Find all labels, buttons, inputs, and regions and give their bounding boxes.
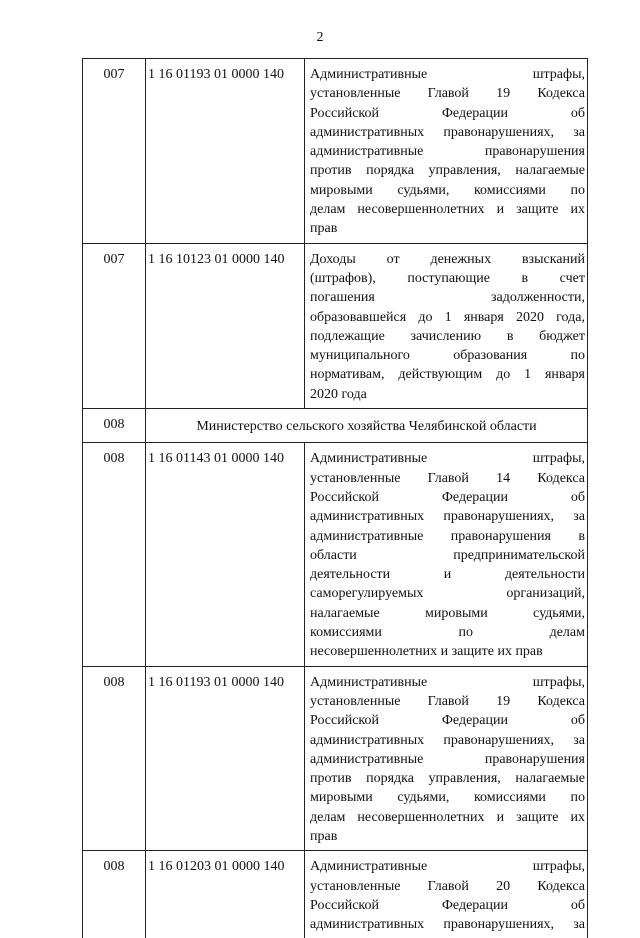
table-row <box>83 851 588 938</box>
budget-code-cell: 1 16 10123 01 0000 140 <box>146 243 305 408</box>
description-line: мировыми судьями, комиссиями по <box>310 182 585 198</box>
description-line: Российской Федерации об <box>310 105 585 121</box>
table-row <box>83 243 588 408</box>
admin-code-cell: 007 <box>83 243 146 408</box>
revenue-codes-table <box>82 58 588 938</box>
description-line: административные правонарушения <box>310 144 585 160</box>
table-row <box>83 666 588 851</box>
description-cell <box>305 851 588 938</box>
table-row <box>83 443 588 666</box>
description-cell <box>305 243 588 408</box>
description-line: против порядка управления, налагаемые <box>310 771 585 787</box>
description-line: Российской Федерации об <box>310 897 585 913</box>
description-line: установленные Главой 19 Кодекса <box>310 693 585 709</box>
admin-code-cell: 008 <box>83 409 146 443</box>
page-number: 2 <box>316 30 324 45</box>
description-line: установленные Главой 20 Кодекса <box>310 878 585 894</box>
description-line: прав <box>310 221 338 237</box>
description-line: Административные штрафы, <box>310 67 585 82</box>
description-line: Административные штрафы, <box>310 451 585 467</box>
description-line: Доходы от денежных взысканий <box>310 251 585 267</box>
description-line: прав <box>310 828 338 844</box>
description-line: административных правонарушениях, за <box>310 732 585 748</box>
budget-code-cell: 1 16 01193 01 0000 140 <box>146 666 305 851</box>
admin-code-cell: 008 <box>83 443 146 666</box>
description-line: налагаемые мировыми судьями, <box>310 605 585 621</box>
admin-code-cell: 008 <box>83 666 146 851</box>
description-line: административных правонарушениях, за <box>310 124 585 140</box>
description-line: деятельности и деятельности <box>310 567 585 583</box>
description-line: мировыми судьями, комиссиями по <box>310 790 585 806</box>
description-line: Российской Федерации об <box>310 489 585 505</box>
description-cell <box>305 59 588 244</box>
admin-code-cell: 007 <box>83 59 146 244</box>
ministry-title: Министерство сельского хозяйства Челябинской области <box>146 409 588 443</box>
description-line: 2020 года <box>310 386 367 402</box>
description-line: делам несовершеннолетних и защите их <box>310 809 585 825</box>
description-line: Административные штрафы, <box>310 859 585 875</box>
description-line: против порядка управления, налагаемые <box>310 163 585 179</box>
description-line: Российской Федерации об <box>310 713 585 729</box>
description-line: административные правонарушения в <box>310 528 585 544</box>
budget-code-cell: 1 16 01143 01 0000 140 <box>146 443 305 666</box>
description-line: Административные штрафы, <box>310 674 585 690</box>
description-line: административных правонарушениях, за <box>310 509 585 525</box>
description-line: комиссиями по делам <box>310 625 585 641</box>
description-line: области предпринимательской <box>310 547 585 563</box>
description-line: нормативам, действующим до 1 января <box>310 367 585 383</box>
description-cell <box>305 666 588 851</box>
description-line: муниципального образования по <box>310 348 585 364</box>
budget-code-cell: 1 16 01193 01 0000 140 <box>146 59 305 244</box>
description-line: установленные Главой 14 Кодекса <box>310 470 585 486</box>
table-row <box>83 59 588 244</box>
description-line: погашения задолженности, <box>310 290 585 306</box>
ministry-row <box>83 409 588 443</box>
description-line: делам несовершеннолетних и защите их <box>310 202 585 218</box>
admin-code-cell: 008 <box>83 851 146 938</box>
description-line: административные правонарушения <box>310 751 585 767</box>
description-cell <box>305 443 588 666</box>
description-line: (штрафов), поступающие в счет <box>310 270 585 286</box>
budget-code-cell: 1 16 01203 01 0000 140 <box>146 851 305 938</box>
description-line: саморегулируемых организаций, <box>310 586 585 602</box>
description-line: подлежащие зачислению в бюджет <box>310 328 585 344</box>
description-line: образовавшейся до 1 января 2020 года, <box>310 309 585 325</box>
description-line: установленные Главой 19 Кодекса <box>310 86 585 102</box>
description-line: административных правонарушениях, за <box>310 917 585 933</box>
description-line: несовершеннолетних и защите их прав <box>310 644 543 660</box>
